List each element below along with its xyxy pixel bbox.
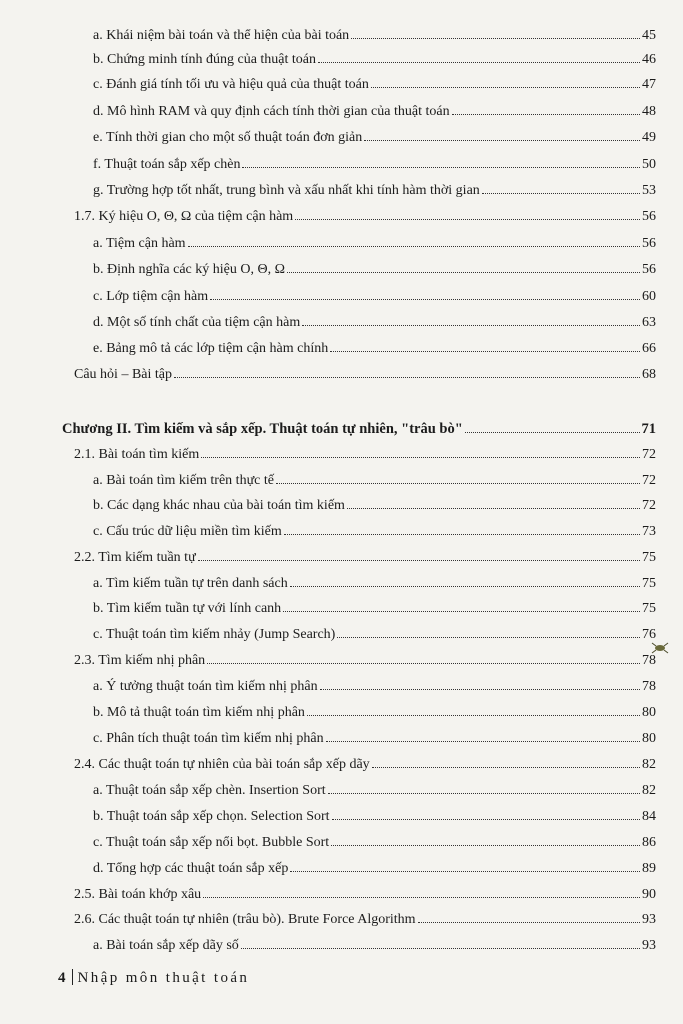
toc-entry: a. Tìm kiếm tuần tự trên danh sách 75 [93, 576, 656, 591]
toc-entry: b. Tìm kiếm tuần tự với lính canh 75 [93, 601, 656, 616]
toc-entry: a. Tiệm cận hàm 56 [93, 236, 656, 251]
toc-section: 2.2. Tìm kiếm tuần tự 75 [74, 550, 656, 565]
toc-section: Câu hỏi – Bài tập 68 [74, 367, 656, 382]
toc-entry: a. Khái niệm bài toán và thể hiện của bài toán 45 [93, 28, 656, 43]
toc-chapter-heading: Chương II. Tìm kiếm và sắp xếp. Thuật toán tự nhiên, "trâu bò" 71 [62, 421, 656, 437]
toc-entry: e. Bảng mô tả các lớp tiệm cận hàm chính 66 [93, 341, 656, 356]
toc-entry: c. Đánh giá tính tối ưu và hiệu quả của thuật toán 47 [93, 77, 656, 92]
toc-section: 2.4. Các thuật toán tự nhiên của bài toán sắp xếp dãy 82 [74, 757, 656, 772]
toc-entry: c. Thuật toán sắp xếp nổi bọt. Bubble Sort 86 [93, 835, 656, 850]
toc-entry: a. Bài toán sắp xếp dãy số 93 [93, 938, 656, 953]
footer-divider [72, 969, 73, 985]
toc-section: 2.5. Bài toán khớp xâu 90 [74, 887, 656, 902]
book-title: Nhập môn thuật toán [77, 970, 250, 986]
toc-section: 2.6. Các thuật toán tự nhiên (trâu bò). Brute Force Algorithm 93 [74, 912, 656, 927]
toc-entry: f. Thuật toán sắp xếp chèn 50 [93, 157, 656, 172]
toc-entry: e. Tính thời gian cho một số thuật toán đơn giản 49 [93, 130, 656, 145]
toc-entry: c. Lớp tiệm cận hàm 60 [93, 289, 656, 304]
toc-entry: a. Thuật toán sắp xếp chèn. Insertion Sort 82 [93, 783, 656, 798]
toc-entry: a. Ý tưởng thuật toán tìm kiếm nhị phân 78 [93, 679, 656, 694]
toc-entry: g. Trường hợp tốt nhất, trung bình và xấu nhất khi tính hàm thời gian 53 [93, 183, 656, 198]
toc-entry: b. Định nghĩa các ký hiệu O, Θ, Ω 56 [93, 262, 656, 277]
toc-entry: a. Bài toán tìm kiếm trên thực tế 72 [93, 473, 656, 488]
page-number: 4 [58, 970, 66, 986]
toc-entry: b. Chứng minh tính đúng của thuật toán 46 [93, 52, 656, 67]
toc-entry: b. Các dạng khác nhau của bài toán tìm kiếm 72 [93, 498, 656, 513]
toc-entry: d. Tổng hợp các thuật toán sắp xếp 89 [93, 861, 656, 876]
toc-entry: d. Mô hình RAM và quy định cách tính thời gian của thuật toán 48 [93, 104, 656, 119]
page-footer [58, 966, 249, 987]
toc-section: 1.7. Ký hiệu O, Θ, Ω của tiệm cận hàm 56 [74, 209, 656, 224]
toc-entry: c. Thuật toán tìm kiếm nhảy (Jump Search) 76 [93, 627, 656, 642]
toc-entry: b. Mô tả thuật toán tìm kiếm nhị phân 80 [93, 705, 656, 720]
toc-section: 2.3. Tìm kiếm nhị phân 78 [74, 653, 656, 668]
toc-section: 2.1. Bài toán tìm kiếm 72 [74, 447, 656, 462]
toc-entry: c. Cấu trúc dữ liệu miền tìm kiếm 73 [93, 524, 656, 539]
toc-entry: c. Phân tích thuật toán tìm kiếm nhị phân 80 [93, 731, 656, 746]
insect-speck-icon [650, 640, 670, 656]
toc-entry: d. Một số tính chất của tiệm cận hàm 63 [93, 315, 656, 330]
toc-entry: b. Thuật toán sắp xếp chọn. Selection Sort 84 [93, 809, 656, 824]
